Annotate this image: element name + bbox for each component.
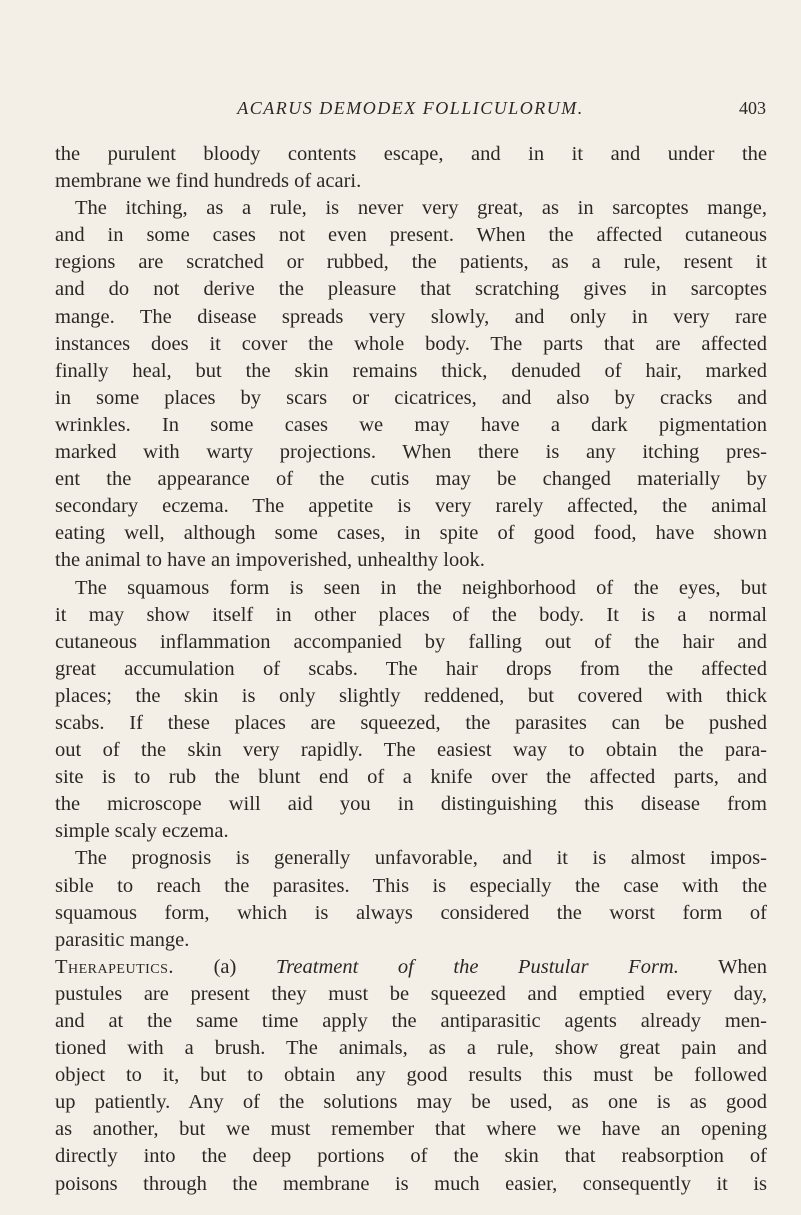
text-line: out of the skin very rapidly. The easiest way to obtain the para-: [55, 739, 767, 762]
text-line: tioned with a brush. The animals, as a rule, show great pain and: [55, 1037, 767, 1060]
text-line: poisons through the membrane is much easier, consequently it is: [55, 1172, 767, 1195]
text-line: membrane we find hundreds of acari.: [55, 170, 362, 193]
text-line: The prognosis is generally unfavorable, and it is almost impos-: [75, 847, 767, 870]
text-line: object to it, but to obtain any good results this must be followed: [55, 1064, 767, 1087]
text-line: great accumulation of scabs. The hair drops from the affected: [55, 657, 767, 680]
therapeutics-title: Treatment of the Pustular Form.: [275, 955, 679, 978]
text-line: wrinkles. In some cases we may have a dark pigmentation: [55, 413, 767, 436]
body-text: [55, 141, 767, 1198]
text-line: and in some cases not even present. When the affected cutaneous: [55, 224, 767, 247]
text-line: the animal to have an impoverished, unhealthy look.: [55, 549, 485, 572]
text-line: and do not derive the pleasure that scratching gives in sarcoptes: [55, 278, 767, 301]
text-line: scabs. If these places are squeezed, the parasites can be pushed: [55, 711, 767, 734]
text-line: ent the appearance of the cutis may be changed materially by: [55, 468, 767, 491]
text-line: regions are scratched or rubbed, the patients, as a rule, resent it: [55, 251, 767, 274]
text-line: mange. The disease spreads very slowly, and only in very rare: [55, 305, 767, 328]
therapeutics-line: [55, 954, 767, 981]
text-line: The itching, as a rule, is never very great, as in sarcoptes mange,: [75, 197, 767, 220]
page-number: 403: [739, 98, 766, 118]
text-line: the microscope will aid you in distinguishing this disease from: [55, 793, 767, 816]
text-line: site is to rub the blunt end of a knife over the affected parts, and: [55, 766, 767, 789]
text-line: squamous form, which is always considered the worst form of: [55, 901, 767, 924]
text-line: and at the same time apply the antiparasitic agents already men-: [55, 1010, 767, 1032]
therapeutics-label: (a): [213, 955, 237, 978]
text-line: places; the skin is only slightly reddened, but covered with thick: [55, 684, 767, 707]
text-line: as another, but we must remember that where we have an opening: [55, 1118, 767, 1141]
text-line: the purulent bloody contents escape, and in it and under the: [55, 143, 767, 165]
text-line: directly into the deep portions of the skin that reabsorption of: [55, 1145, 767, 1168]
text-line: in some places by scars or cicatrices, and also by cracks and: [55, 386, 767, 409]
text-line: up patiently. Any of the solutions may be used, as one is as good: [55, 1091, 767, 1114]
running-head: [55, 98, 766, 122]
therapeutics-heading: Therapeutics.: [55, 955, 175, 978]
text-line: simple scaly eczema.: [55, 820, 229, 843]
running-title: ACARUS DEMODEX FOLLICULORUM.: [237, 98, 584, 118]
text-line: marked with warty projections. When there is any itching pres-: [55, 441, 767, 464]
text-line: sible to reach the parasites. This is especially the case with the: [55, 874, 767, 897]
text-line: it may show itself in other places of the body. It is a normal: [55, 603, 767, 626]
text-line: The squamous form is seen in the neighborhood of the eyes, but: [75, 576, 767, 599]
therapeutics-opening: When: [718, 955, 768, 978]
text-line: eating well, although some cases, in spite of good food, have shown: [55, 522, 767, 545]
text-line: secondary eczema. The appetite is very rarely affected, the animal: [55, 495, 767, 518]
text-line: finally heal, but the skin remains thick, denuded of hair, marked: [55, 359, 767, 382]
text-line: parasitic mange.: [55, 928, 190, 951]
text-line: instances does it cover the whole body. The parts that are affected: [55, 332, 767, 355]
text-line: cutaneous inflammation accompanied by falling out of the hair and: [55, 630, 767, 653]
text-line: pustules are present they must be squeezed and emptied every day,: [55, 982, 767, 1005]
